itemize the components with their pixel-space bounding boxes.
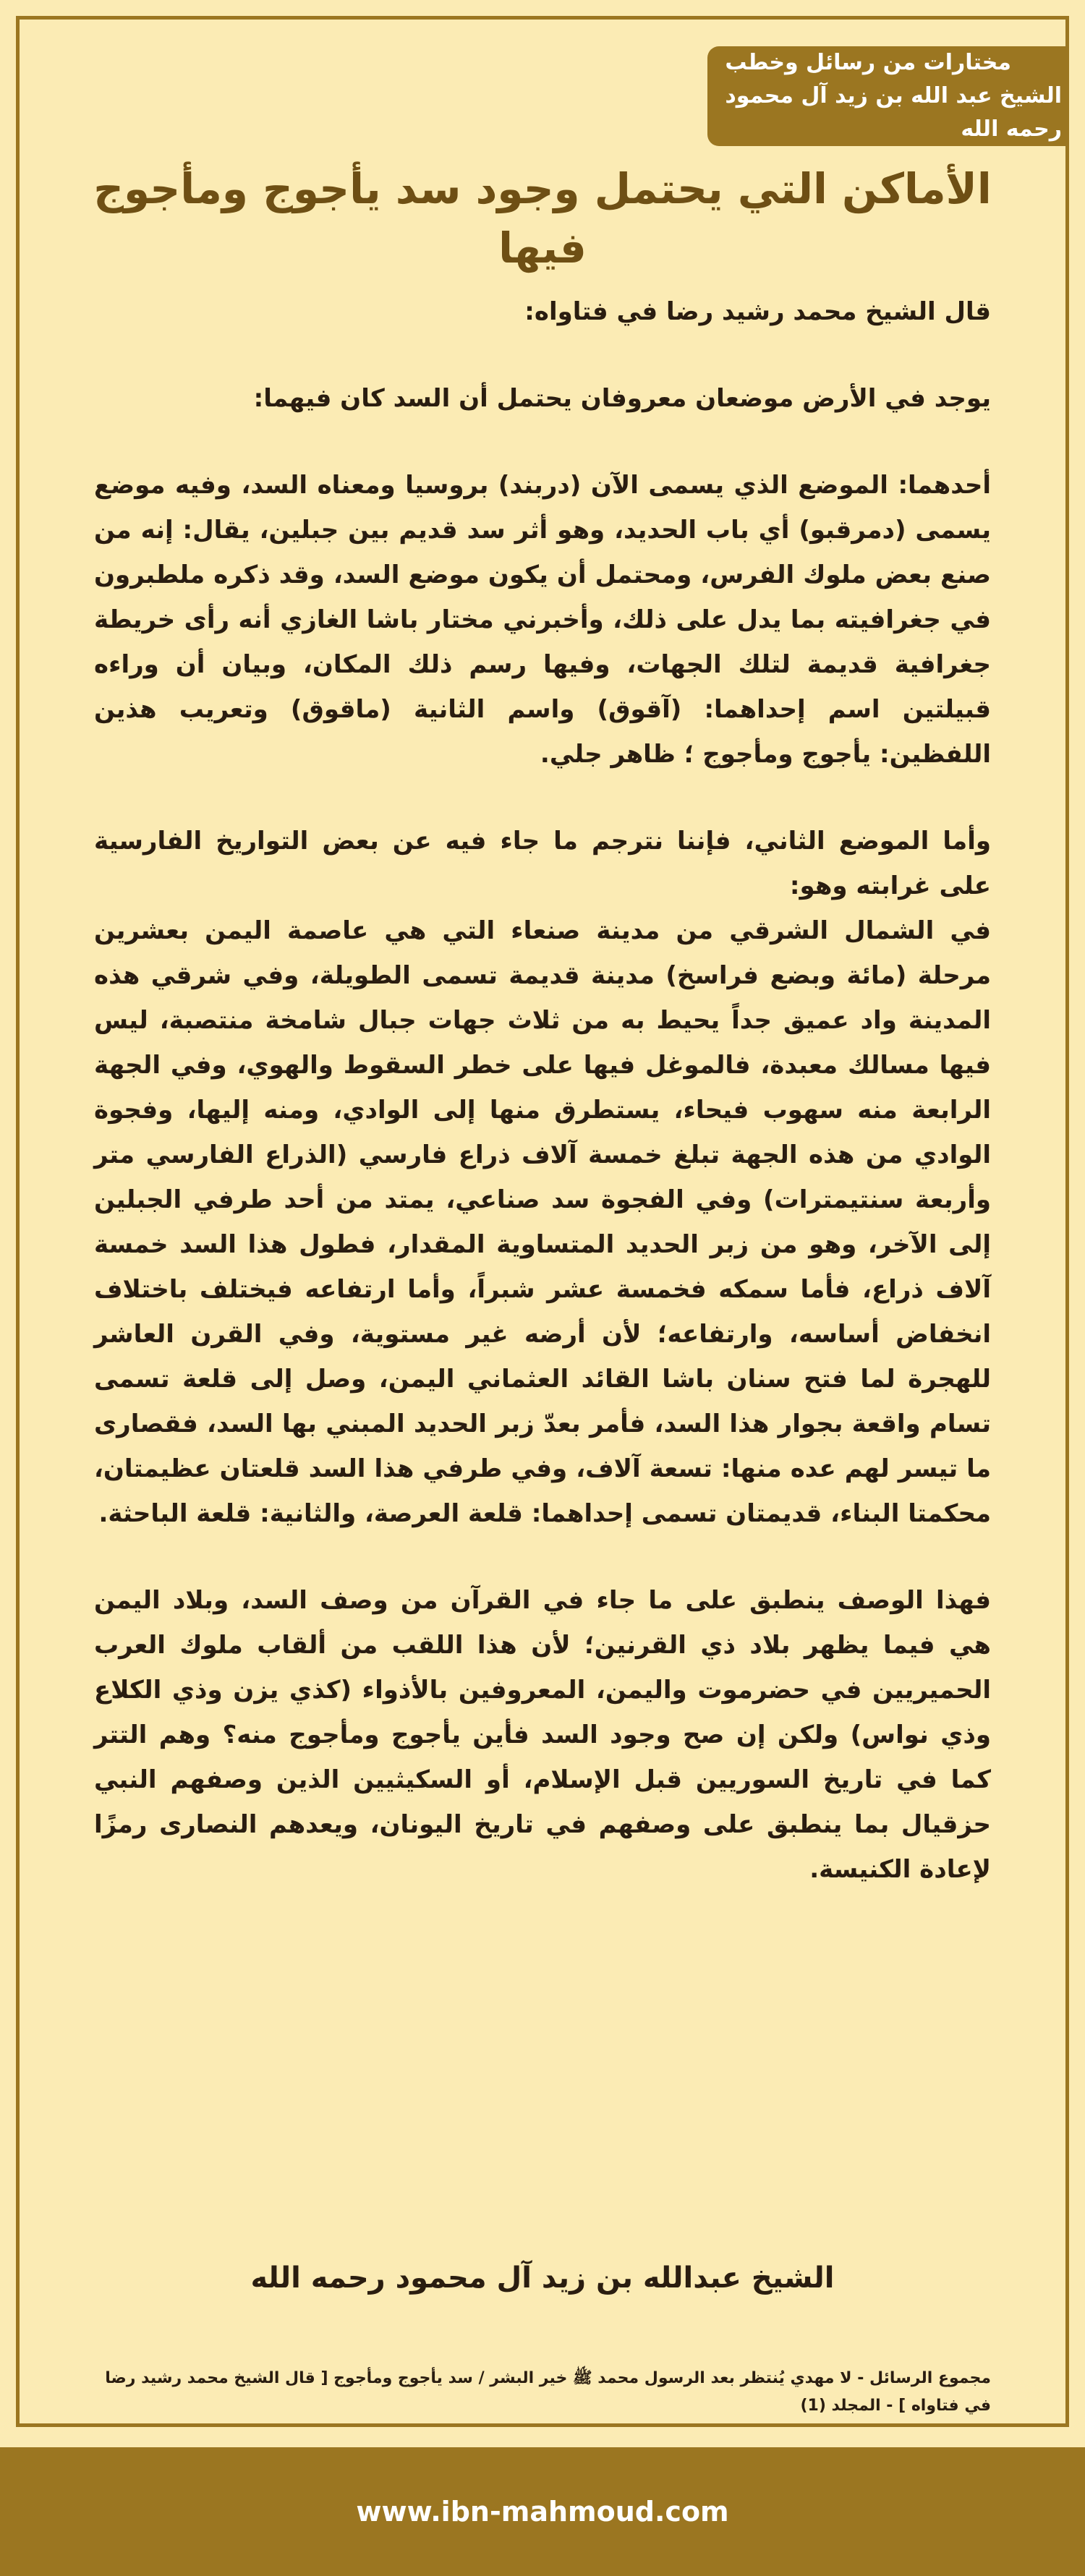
paragraph-intro: قال الشيخ محمد رشيد رضا في فتاواه: — [524, 297, 991, 326]
article-body — [94, 289, 991, 1934]
paragraph-first-place: أحدهما: الموضع الذي يسمى الآن (دربند) بروسيا ومعناه السد، وفيه موضع يسمى (دمرقبو) أي باب الحديد، وهو أثر سد قديم بين جبلين، يقال: إنه من صنع بعض ملوك الفرس، ومحتمل أن يكون موضع السد، وقد ذكره ملطبرون في جغرافيته بما يدل على ذلك، وأخبرني مختار باشا الغازي أنه رأى خريطة جغرافية قديمة لتلك الجهات، وفيها رسم ذلك المكان، وبيان أن وراءه قبيلتين اسم إحداهما: (آقوق) واسم الثانية (ماقوق) وتعريب هذين اللفظين: يأجوج ومأجوج ؛ ظاهر جلي. — [94, 471, 991, 769]
signature: الشيخ عبدالله بن زيد آل محمود رحمه الله — [250, 2261, 835, 2295]
article-title: الأماكن التي يحتمل وجود سد يأجوج ومأجوج فيها — [93, 164, 992, 273]
paragraph-second-place-intro: وأما الموضع الثاني، فإننا نترجم ما جاء فيه عن بعض التواريخ الفارسية على غرابته وهو: — [94, 827, 991, 900]
website-link[interactable]: www.ibn-mahmoud.com — [356, 2496, 729, 2528]
source-citation: مجموع الرسائل - لا مهدي يُنتظر بعد الرسول محمد ﷺ خير البشر / سد يأجوج ومأجوج [ قال الشيخ محمد رشيد رضا في فتاواه ] - المجلد (1) — [105, 2369, 991, 2415]
series-title: مختارات من رسائل وخطب — [725, 50, 1011, 75]
paragraph-two-places: يوجد في الأرض موضعان معروفان يحتمل أن السد كان فيهما: — [253, 384, 991, 413]
paragraph-second-place-description: في الشمال الشرقي من مدينة صنعاء التي هي عاصمة اليمن بعشرين مرحلة (مائة وبضع فراسخ) مدينة قديمة تسمى الطويلة، وفي شرقي هذه المدينة واد عميق جداً يحيط به من ثلاث جهات جبال شامخة منتصبة، ليس فيها مسالك معبدة، فالموغل فيها على خطر السقوط والهوي، وفي الجهة الرابعة منه سهوب فيحاء، يستطرق منها إلى الوادي، ومنه إليها، وفجوة الوادي من هذه الجهة تبلغ خمسة آلاف ذراع فارسي (الذراع الفارسي متر وأربعة سنتيمترات) وفي الفجوة سد صناعي، يمتد من أحد طرفي الجبلين إلى الآخر، وهو من زبر الحديد المتساوية المقدار، فطول هذا السد خمسة آلاف ذراع، فأما سمكه فخمسة عشر شبراً، وأما ارتفاعه فيختلف باختلاف انخفاض أساسه، وارتفاعه؛ لأن أرضه غير مستوية، وفي القرن العاشر للهجرة لما فتح سنان باشا القائد العثماني اليمن، وصل إلى قلعة تسمى تسام واقعة بجوار هذا السد، فأمر بعدّ زبر الحديد المبني بها السد، فقصارى ما تيسر لهم عده منها: تسعة آلاف، وفي طرفي هذا السد قلعتان عظيمتان، محكمتا البناء، قديمتان تسمى إحداهما: قلعة العرصة، والثانية: قلعة الباحثة. — [94, 916, 991, 1528]
footer-bar — [0, 2447, 1085, 2576]
series-header-banner — [707, 46, 1069, 146]
author-name: الشيخ عبد الله بن زيد آل محمود رحمه الله — [725, 83, 1062, 142]
paragraph-conclusion: فهذا الوصف ينطبق على ما جاء في القرآن من وصف السد، وبلاد اليمن هي فيما يظهر بلاد ذي القرنين؛ لأن هذا اللقب من ألقاب ملوك العرب الحميريين في حضرموت واليمن، المعروفين بالأذواء (كذي يزن وذي الكلاع وذي نواس) ولكن إن صح وجود السد فأين يأجوج ومأجوج منه؟ وهم التتر كما في تاريخ السوريين قبل الإسلام، أو السكيثيين الذين وصفهم النبي حزقيال بما ينطبق على وصفهم في تاريخ اليونان، ويعدهم النصارى رمزًا لإعادة الكنيسة. — [94, 1586, 991, 1884]
